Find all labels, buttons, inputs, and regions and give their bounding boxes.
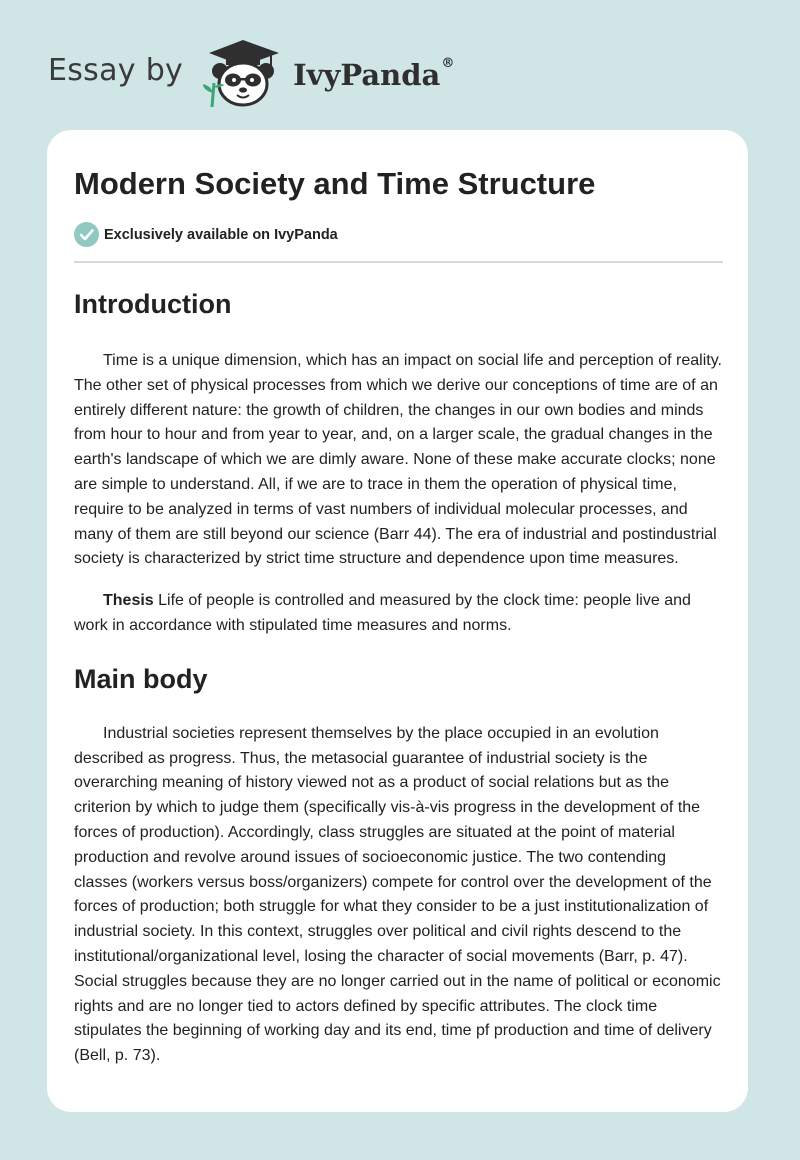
section-heading-introduction: Introduction (74, 289, 232, 319)
check-circle-icon (74, 222, 99, 247)
essay-body (74, 280, 723, 1069)
section-heading-main-body: Main body (74, 663, 208, 694)
essay-card (47, 130, 748, 1112)
panda-graduate-logo-icon[interactable] (199, 37, 287, 109)
intro-paragraph: Time is a unique dimension, which has an impact on social life and perception of reality. The other set of physical processes from which we derive our conceptions of time are of an entirely different nature: the growth of children, the changes in our own bodies and minds from hour to hour and from year to year, and, on a larger scale, the gradual changes in the earth's landscape of which we are dimly aware. None of these make accurate clocks; none are simple to understand. All, if we are to trace in them the operation of physical time, require to be analyzed in terms of vast numbers of individual molecular processes, and many of them are still beyond our science (Barr 44). The era of industrial and postindustrial society is characterized by strict time structure and dependence upon time measures. (74, 352, 722, 568)
main-body-paragraph: Industrial societies represent themselves by the place occupied in an evolution described as progress. Thus, the metasocial guarantee of industrial society is the overarching meaning of history viewed not as a product of social relations but as the criterion by which to judge them (specifically vis-à-vis progress in the development of the forces of production). Accordingly, class struggles are situated at the point of material production and revolve around issues of socioeconomic justice. The two contending classes (workers versus boss/organizers) compete for control over the development of the forces of production; both struggle for what they consider to be a just institutionalization of industrial society. In this context, struggles over political and civil rights descend to the institutional/organizational level, losing the character of social movements (Barr, p. 47). Social struggles because they are no longer carried out in the name of political or economic rights and are no longer tied to actors defined by specific attributes. The clock time stipulates the beginning of working day and its end, time pf production and time of delivery (Bell, p. 73). (74, 724, 721, 1065)
exclusive-badge (74, 222, 338, 247)
page-title: Modern Society and Time Structure (74, 166, 596, 201)
title-divider (74, 261, 723, 263)
thesis-label: Thesis (103, 592, 154, 610)
essay-by-label: Essay by (48, 52, 184, 88)
thesis-text: Life of people is controlled and measured by the clock time: people live and work in accordance with stipulated time measures and norms. (74, 592, 691, 634)
thesis-paragraph (74, 589, 723, 639)
site-header (48, 38, 454, 108)
exclusive-badge-label: Exclusively available on IvyPanda (104, 226, 338, 243)
brand-name[interactable]: IvyPanda® (293, 56, 455, 92)
